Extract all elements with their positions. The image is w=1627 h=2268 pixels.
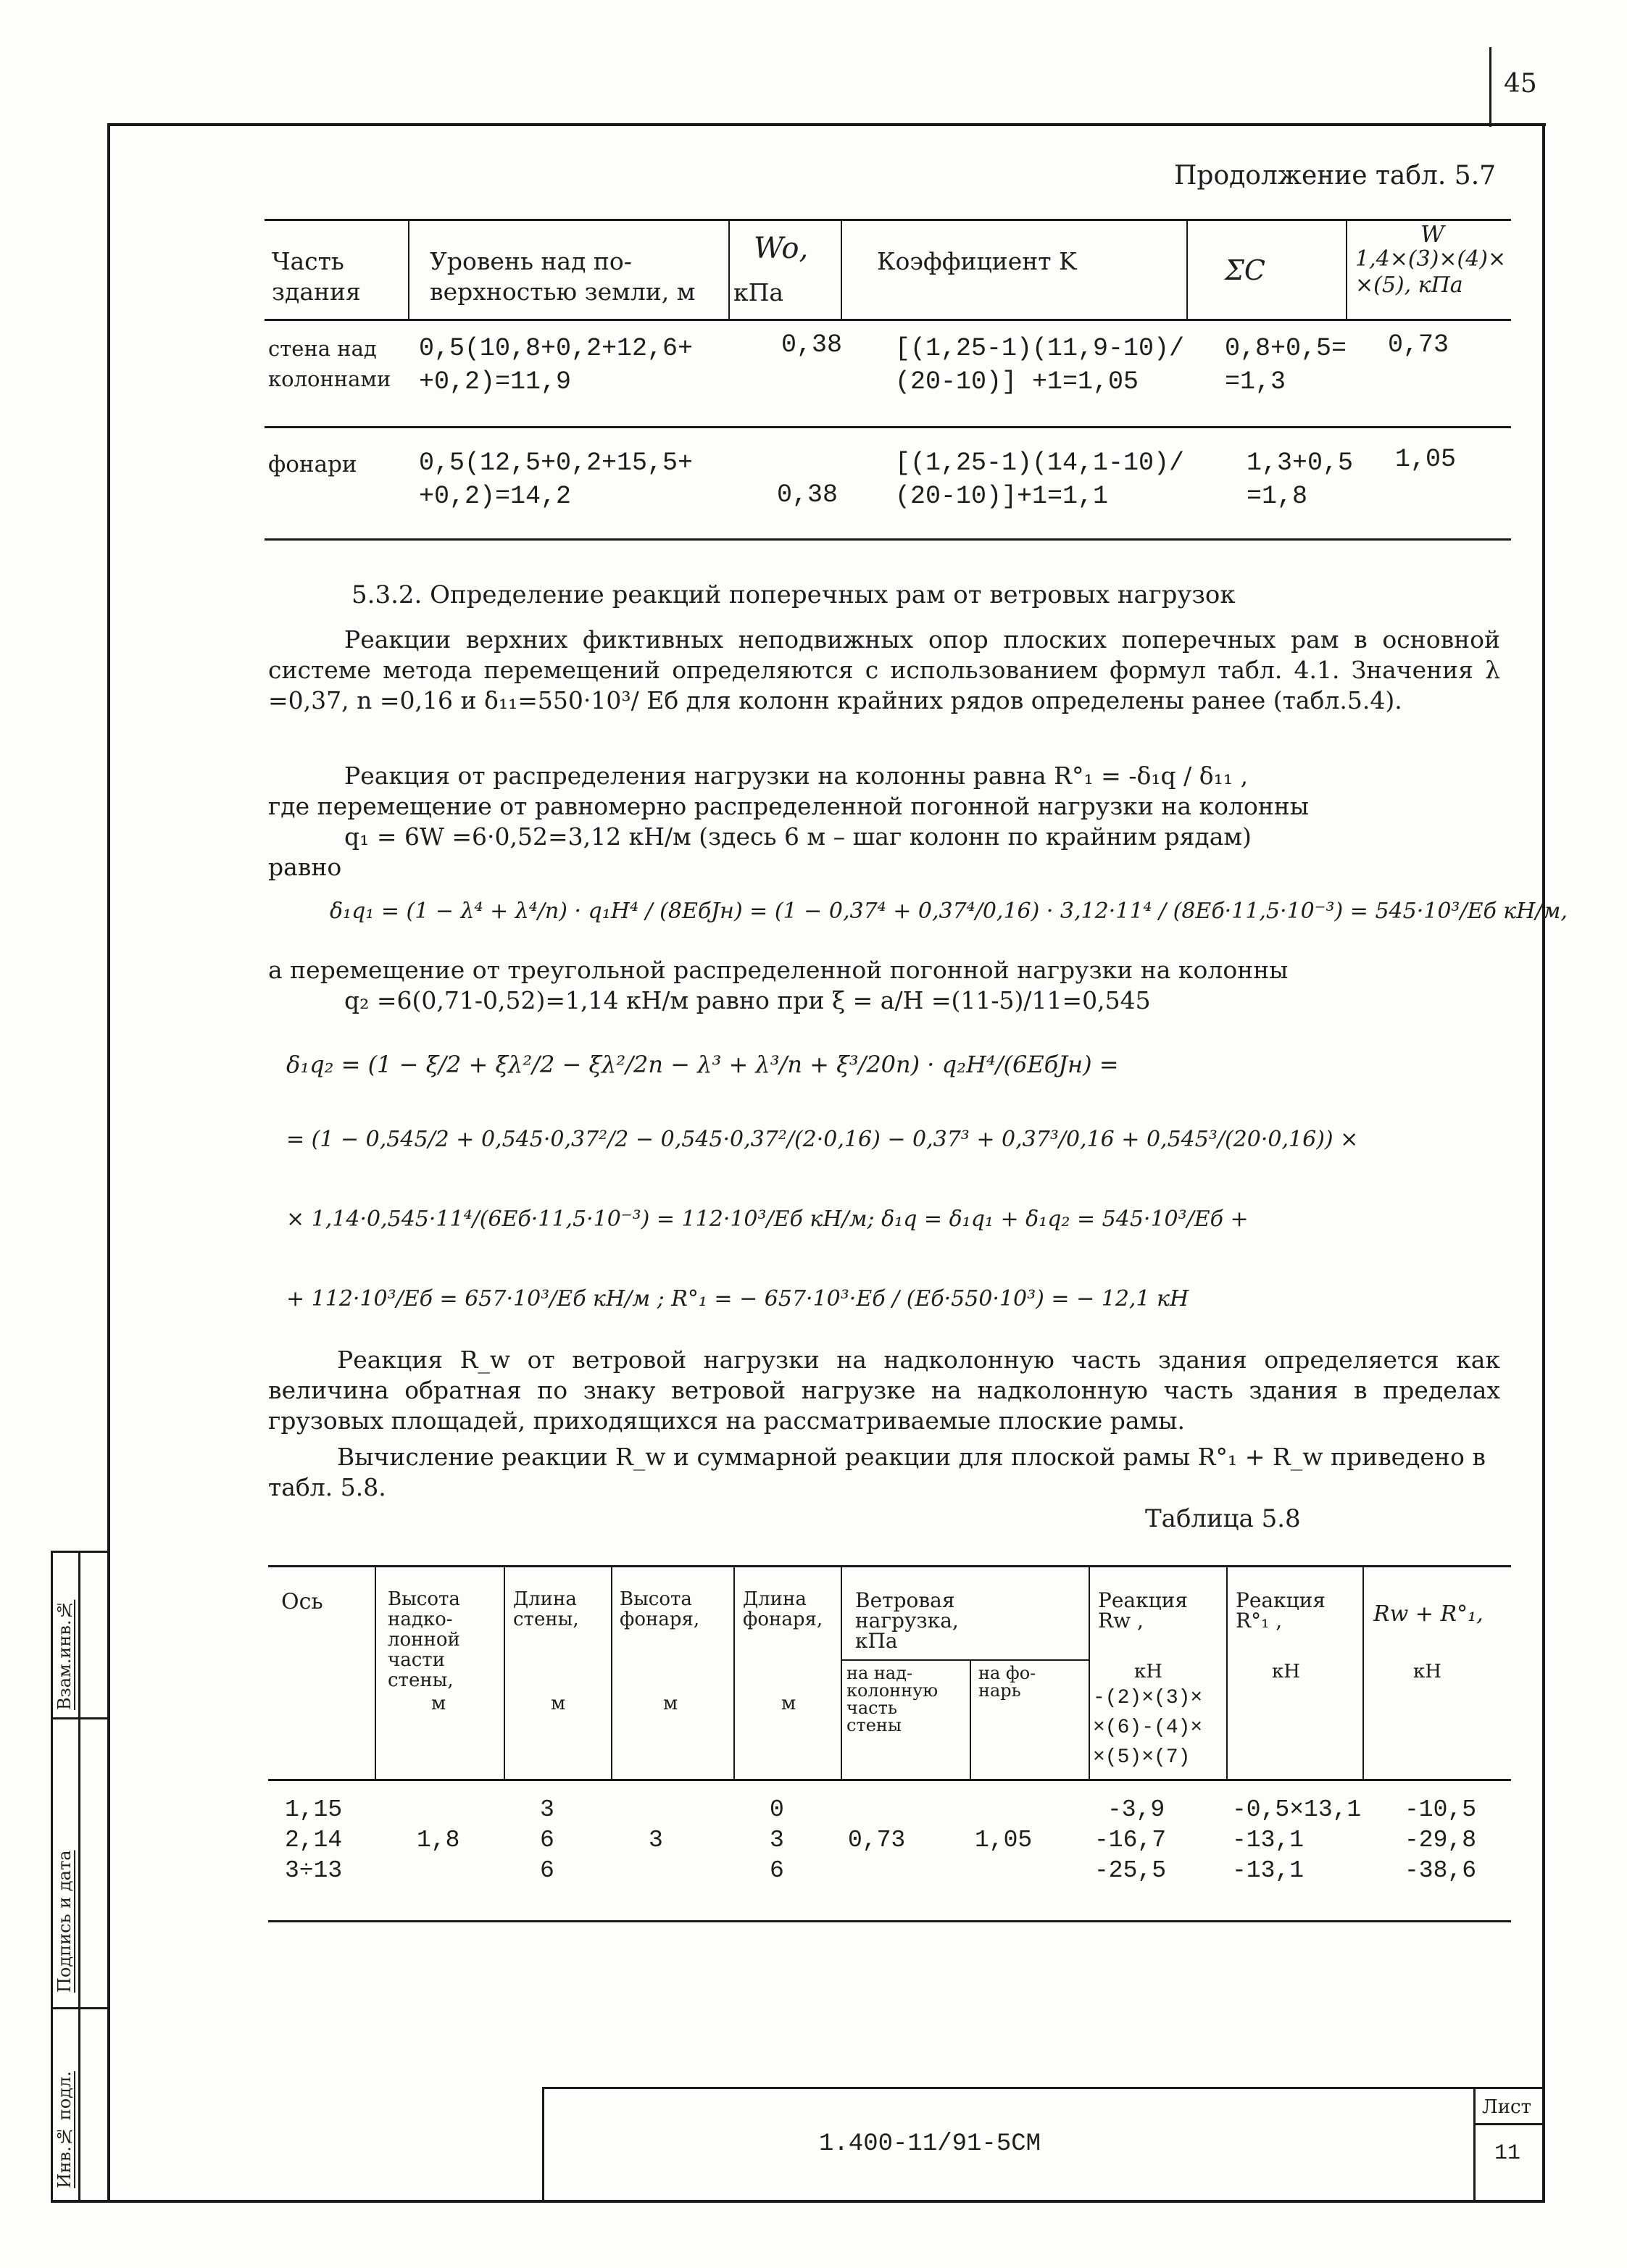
t58-row2-r1: -13,1 <box>1232 1827 1304 1854</box>
t58-header-wall-len: Длина стены, <box>513 1588 579 1630</box>
frame-top-line <box>107 123 1546 126</box>
t58-header-r1: Реакция R°₁ , <box>1236 1588 1326 1633</box>
t58-row1-rw: -3,9 <box>1107 1796 1165 1823</box>
t58-header-lantern-len-unit: м <box>781 1693 796 1714</box>
frame-bottom-line <box>51 2200 1545 2203</box>
t58-row3-sum: -38,6 <box>1405 1857 1477 1884</box>
t58-row2-wall-len: 6 <box>540 1827 554 1854</box>
sheet-number: 11 <box>1494 2141 1521 2166</box>
t58-row2-rw: -16,7 <box>1094 1827 1167 1854</box>
section-title: 5.3.2. Определение реакций поперечных рам от ветровых нагрузок <box>351 580 1236 609</box>
t58-header-wind-wall: на над- колонную часть стены <box>846 1663 939 1735</box>
page-number: 45 <box>1504 69 1537 99</box>
t57-header-w0: Wo, <box>754 232 809 265</box>
formula-reaction: + 112·10³/Eб = 657·10³/Eб кН/м ; R°₁ = − 657·10³·Eб / (Eб·550·10³) = − 12,1 кН <box>286 1286 1189 1312</box>
t58-row2-lantern-len: 3 <box>770 1827 784 1854</box>
paragraph-2b: где перемещение от равномерно распределенной погонной нагрузки на колонны <box>268 792 1310 820</box>
frame-left-line <box>107 123 110 2203</box>
t57-header-part: Часть здания <box>272 247 361 306</box>
t57-header-level: Уровень над по- верхностью земли, м <box>430 247 696 306</box>
t58-row3-rw: -25,5 <box>1094 1857 1167 1884</box>
t58-row3-axis: 3÷13 <box>285 1857 343 1884</box>
t57-row2-level: 0,5(12,5+0,2+15,5+ +0,2)=14,2 <box>419 449 694 511</box>
paragraph-1: Реакции верхних фиктивных неподвижных опор плоских поперечных рам в основной системе метода перемещений определяются с использованием формул табл. 4.1. Значения λ =0,37, n =0,16 и δ₁₁=550·10³/ Eб для колонн крайних рядов определены ранее (табл.5.4). <box>268 625 1500 714</box>
formula-result-q2: × 1,14·0,545·11⁴/(6Eб·11,5·10⁻³) = 112·10³/Eб кН/м; δ₁q = δ₁q₁ + δ₁q₂ = 545·10³/Eб + <box>286 1206 1249 1232</box>
frame-corner-line <box>1489 47 1491 127</box>
stamp-replace-inv: Взам.инв.№ <box>54 1599 75 1710</box>
formula-expanded: = (1 − 0,545/2 + 0,545·0,37²/2 − 0,545·0,37²/(2·0,16) − 0,37³ + 0,37³/0,16 + 0,545³/(20·0,16)) × <box>286 1127 1359 1152</box>
t57-row1-w: 0,73 <box>1388 330 1449 359</box>
t57-row2-w0: 0,38 <box>777 480 839 509</box>
t57-row2-k: [(1,25-1)(14,1-10)/ (20-10)]+1=1,1 <box>895 449 1185 511</box>
stamp-inv-original: Инв.№ подл. <box>54 2071 75 2188</box>
t58-header-rw: Реакция Rw , <box>1098 1588 1188 1633</box>
t57-row2-w: 1,05 <box>1395 445 1457 474</box>
t58-row1-r1: -0,5×13,1 <box>1232 1796 1362 1823</box>
t58-row1-lantern-len: 0 <box>770 1796 784 1823</box>
frame-right-line <box>1542 123 1545 2203</box>
t57-row1-level: 0,5(10,8+0,2+12,6+ +0,2)=11,9 <box>419 334 694 396</box>
t58-header-wind-lantern: на фо- нарь <box>978 1663 1036 1701</box>
t57-row1-sumc: 0,8+0,5= =1,3 <box>1225 334 1347 396</box>
t57-header-w0-unit: кПа <box>733 278 784 307</box>
paragraph-5: Вычисление реакции R_w и суммарной реакции для плоской рамы R°₁ + R_w приведено в табл. 5.8. <box>268 1443 1486 1501</box>
t58-row2-wind-wall: 0,73 <box>848 1827 906 1854</box>
t57-header-w-formula: 1,4×(3)×(4)× ×(5), кПа <box>1355 246 1507 298</box>
t58-row1-wall-len: 3 <box>540 1796 554 1823</box>
t58-row2-wind-lantern: 1,05 <box>975 1827 1033 1854</box>
t58-row2-lantern-h: 3 <box>649 1827 663 1854</box>
paragraph-3a: а перемещение от треугольной распределенной погонной нагрузки на колонны <box>268 956 1289 984</box>
t58-header-wind: Ветровая нагрузка, кПа <box>855 1588 959 1653</box>
paragraph-3b: q₂ =6(0,71-0,52)=1,14 кН/м равно при ξ = a/H =(11-5)/11=0,545 <box>344 986 1151 1014</box>
t58-header-axis: Ось <box>281 1589 323 1614</box>
t57-header-sumc: ΣC <box>1225 254 1265 286</box>
t58-row3-wall-len: 6 <box>540 1857 554 1884</box>
t58-header-lantern-h-unit: м <box>663 1693 678 1714</box>
paragraph-2c: q₁ = 6W =6·0,52=3,12 кН/м (здесь 6 м – шаг колонн по крайним рядам) <box>344 822 1252 851</box>
t58-row2-wall-h: 1,8 <box>417 1827 460 1854</box>
t58-row3-r1: -13,1 <box>1232 1857 1304 1884</box>
t57-row2-part: фонари <box>268 451 357 478</box>
t57-row1-w0: 0,38 <box>781 330 843 359</box>
t58-header-wall-h-unit: м <box>431 1693 446 1714</box>
sheet-label: Лист <box>1482 2096 1531 2118</box>
t58-header-lantern-len: Длина фонаря, <box>743 1588 823 1630</box>
paragraph-4: Реакция R_w от ветровой нагрузки на надколонную часть здания определяется как величина обратная по знаку ветровой нагрузке на надколонную часть здания в пределах грузовых площадей, приходящихся на рассматриваемые плоские рамы. <box>268 1346 1500 1435</box>
t58-row2-sum: -29,8 <box>1405 1827 1477 1854</box>
t58-row2-axis: 2,14 <box>285 1827 343 1854</box>
t58-header-wall-len-unit: м <box>551 1693 566 1714</box>
t58-row3-lantern-len: 6 <box>770 1857 784 1884</box>
t58-header-wall-h: Высота надко- лонной части стены, <box>388 1588 460 1691</box>
formula-delta-q2: δ₁q₂ = (1 − ξ/2 + ξλ²/2 − ξλ²/2n − λ³ + λ³/n + ξ³/20n) · q₂H⁴/(6EбJн) = <box>286 1051 1119 1078</box>
t58-header-lantern-h: Высота фонаря, <box>620 1588 700 1630</box>
t58-header-rw-unit: кН <box>1134 1661 1162 1683</box>
continuation-label: Продолжение табл. 5.7 <box>1174 161 1497 191</box>
t58-header-sum: Rw + R°₁, <box>1373 1601 1484 1627</box>
formula-delta-q1: δ₁q₁ = (1 − λ⁴ + λ⁴/n) · q₁H⁴ / (8EбJн) = (1 − 0,37⁴ + 0,37⁴/0,16) · 3,12·11⁴ / (8Eб·11,5·10⁻³) = 545·10³/Eб кН/м, <box>330 899 1568 924</box>
t58-header-r1-unit: кН <box>1272 1661 1300 1683</box>
table-5-8-label: Таблица 5.8 <box>1145 1504 1301 1533</box>
paragraph-2d: равно <box>268 853 342 881</box>
t58-header-rw-formula: -(2)×(3)× ×(6)-(4)× ×(5)×(7) <box>1093 1687 1203 1769</box>
t57-row1-k: [(1,25-1)(11,9-10)/ (20-10)] +1=1,05 <box>895 334 1185 396</box>
t58-row1-axis: 1,15 <box>285 1796 343 1823</box>
t58-row1-sum: -10,5 <box>1405 1796 1477 1823</box>
document-code: 1.400-11/91-5CM <box>819 2130 1041 2158</box>
t57-header-k: Коэффициент K <box>877 247 1077 275</box>
stamp-signature-date: Подпись и дата <box>54 1850 75 1993</box>
paragraph-2a: Реакция от распределения нагрузки на колонны равна R°₁ = -δ₁q / δ₁₁ , <box>344 762 1249 790</box>
t57-row1-part: стена над колоннами <box>268 336 391 391</box>
t57-row2-sumc: 1,3+0,5 =1,8 <box>1247 449 1354 511</box>
t58-header-sum-unit: кН <box>1413 1661 1441 1683</box>
t57-header-w: W <box>1420 220 1444 248</box>
